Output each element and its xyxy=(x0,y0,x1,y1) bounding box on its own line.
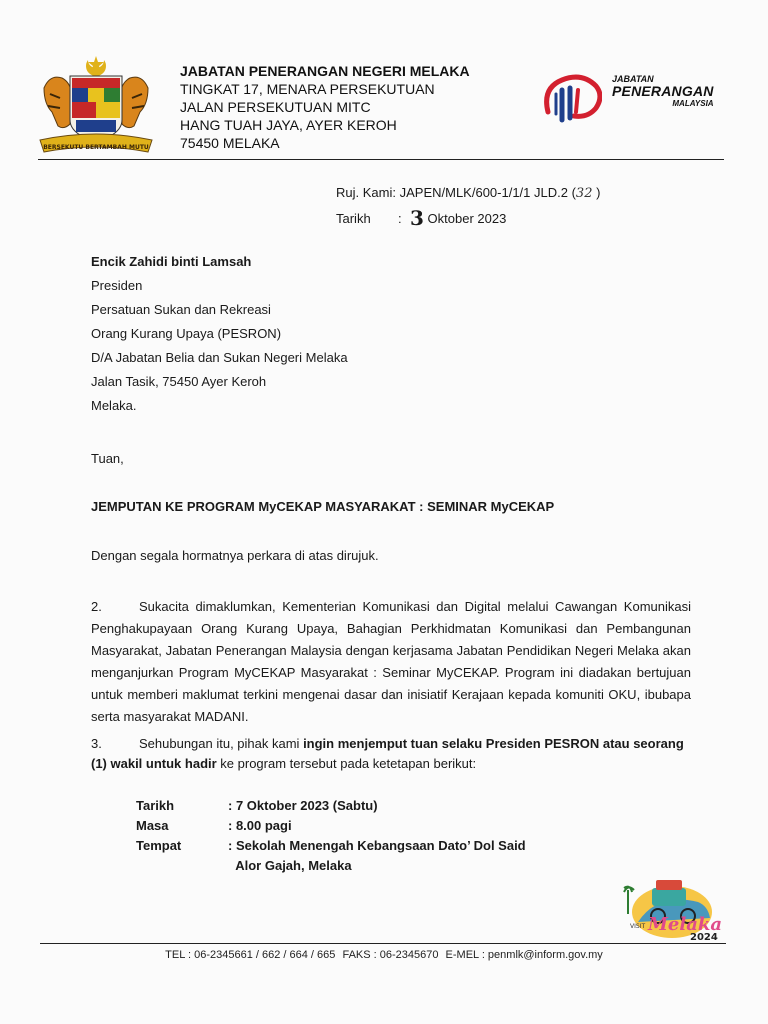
detail-label-date: Tarikh xyxy=(136,798,175,813)
salutation: Tuan, xyxy=(91,451,124,466)
paragraph-3-text-after: ke program tersebut pada ketetapan berikut: xyxy=(216,756,477,771)
detail-row-venue-2 xyxy=(136,856,526,876)
detail-row-venue xyxy=(136,836,526,856)
footer-divider xyxy=(40,943,726,944)
paragraph-3-text-before: Sehubungan itu, pihak kami xyxy=(139,736,304,751)
footer-contacts xyxy=(0,947,768,963)
recipient-line: D/A Jabatan Belia dan Sukan Negeri Melaka xyxy=(91,350,348,365)
recipient-line: Presiden xyxy=(91,278,143,293)
logo-line2: PENERANGAN xyxy=(612,83,714,99)
date-rest: Oktober 2023 xyxy=(427,211,507,226)
date-row xyxy=(336,206,600,231)
ref-label: Ruj. Kami xyxy=(336,185,393,200)
footer-tel: TEL : 06-2345661 / 662 / 664 / 665 xyxy=(165,949,336,961)
recipient-address xyxy=(91,250,348,418)
recipient-line: Jalan Tasik, 75450 Ayer Keroh xyxy=(91,374,267,389)
recipient-line: Melaka. xyxy=(91,398,137,413)
letterhead-address xyxy=(180,62,470,152)
ref-handwritten-number: 32 xyxy=(575,186,593,201)
jp-logo-mark-icon xyxy=(542,72,602,126)
paragraph-3-text-bold: ingin menjemput tuan selaku Presiden PESRON atau seorang (1) wakil untuk hadir xyxy=(91,736,684,771)
detail-label-venue: Tempat xyxy=(136,838,182,853)
address-line: TINGKAT 17, MENARA PERSEKUTUAN xyxy=(180,81,435,97)
ref-value: JAPEN/MLK/600-1/1/1 JLD.2 ( xyxy=(399,185,576,200)
detail-value-time: : 8.00 pagi xyxy=(228,818,292,833)
coat-of-arms-icon xyxy=(36,54,156,160)
ref-colon: : xyxy=(392,185,396,200)
org-name: JABATAN PENERANGAN NEGERI MELAKA xyxy=(180,63,470,79)
detail-value-venue: : Sekolah Menengah Kebangsaan Dato’ Dol Said xyxy=(228,838,526,853)
paragraph-1: Dengan segala hormatnya perkara di atas dirujuk. xyxy=(91,548,379,563)
paragraph-3 xyxy=(91,734,691,774)
detail-label-time: Masa xyxy=(136,818,169,833)
address-line: HANG TUAH JAYA, AYER KEROH xyxy=(180,117,397,133)
detail-value-venue-2: Alor Gajah, Melaka xyxy=(235,858,352,873)
recipient-line: Orang Kurang Upaya (PESRON) xyxy=(91,326,282,341)
visit-script: Melaka xyxy=(648,914,723,935)
jabatan-penerangan-logo xyxy=(542,70,732,130)
footer-fax: FAKS : 06-2345670 xyxy=(342,949,439,961)
ref-close: ) xyxy=(596,185,601,200)
paragraph-number: 3. xyxy=(91,736,102,751)
paragraph-2-text: Sukacita dimaklumkan, Kementerian Komunikasi dan Digital melalui Cawangan Komunikasi Penghakupayaan Orang Kurang Upaya, Bahagian Perkhidmatan Komunikasi dan Pembangunan Masyarakat, Jabatan Penerangan Malaysia dengan kerjasama Jabatan Pendidikan Negeri Melaka akan menganjurkan Program MyCEKAP Masyarakat : Seminar MyCEKAP. Program ini diadakan bertujuan untuk memberi maklumat terkini mengenai dasar dan inisiatif Kerajaan kepada komuniti OKU, ibubapa serta masyarakat MADANI. xyxy=(91,599,691,724)
detail-row-time xyxy=(136,816,526,836)
paragraph-2 xyxy=(91,596,691,728)
visit-label: VISIT xyxy=(630,923,646,930)
footer-email: E-MEL : penmlk@inform.gov.my xyxy=(445,949,603,961)
visit-year: 2024 xyxy=(690,932,718,942)
logo-line1: JABATAN xyxy=(612,74,654,84)
visit-melaka-2024-logo xyxy=(608,868,726,942)
header-divider xyxy=(38,159,724,160)
reference-block xyxy=(336,181,600,231)
date-handwritten-day: 3 xyxy=(410,206,424,230)
detail-value-date: : 7 Oktober 2023 (Sabtu) xyxy=(228,798,378,813)
letter-subject: JEMPUTAN KE PROGRAM MyCEKAP MASYARAKAT : SEMINAR MyCEKAP xyxy=(91,499,555,514)
event-details xyxy=(136,796,526,876)
paragraph-number: 2. xyxy=(91,599,102,614)
address-line: JALAN PERSEKUTUAN MITC xyxy=(180,99,371,115)
reference-row xyxy=(336,181,600,206)
logo-line3: MALAYSIA xyxy=(672,99,714,108)
date-label: Tarikh xyxy=(336,211,371,226)
date-colon: : xyxy=(398,211,402,226)
detail-row-date xyxy=(136,796,526,816)
recipient-line: Persatuan Sukan dan Rekreasi xyxy=(91,302,271,317)
address-line: 75450 MELAKA xyxy=(180,135,280,151)
svg-text:BERSEKUTU BERTAMBAH MUTU: BERSEKUTU BERTAMBAH MUTU xyxy=(43,144,149,151)
recipient-name: Encik Zahidi binti Lamsah xyxy=(91,254,252,269)
